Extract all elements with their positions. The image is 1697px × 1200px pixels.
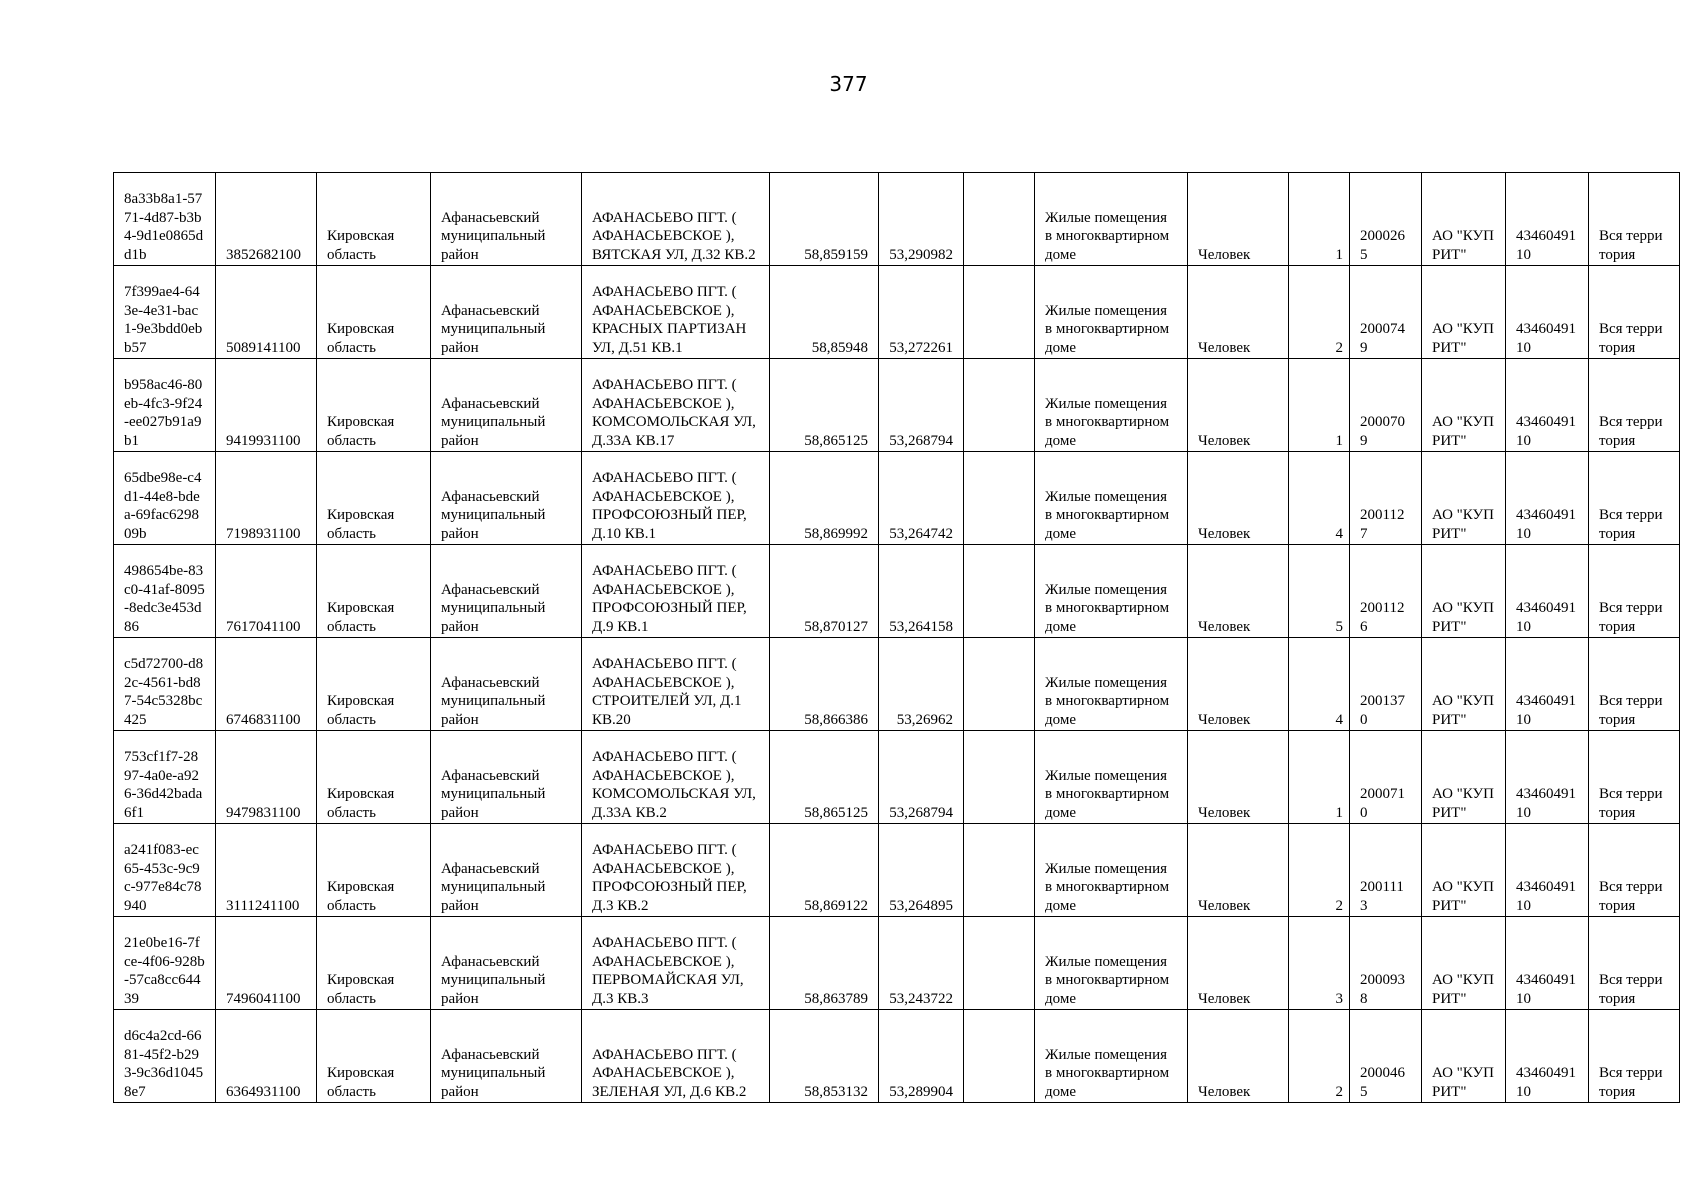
cell-organization: АО "КУПРИТ"	[1422, 917, 1506, 1010]
cell-number: 2001370	[1350, 638, 1422, 731]
cell-territory: Вся территория	[1589, 824, 1680, 917]
cell-code: 7198931100	[216, 452, 317, 545]
cell-code: 9419931100	[216, 359, 317, 452]
cell-organization: АО "КУПРИТ"	[1422, 638, 1506, 731]
cell-object-type: Жилые помещения в многоквартирном доме	[1035, 917, 1188, 1010]
table-row	[114, 824, 1680, 917]
cell-address: АФАНАСЬЕВО ПГТ. ( АФАНАСЬЕВСКОЕ ), ВЯТСКАЯ УЛ, Д.32 КВ.2	[582, 173, 770, 266]
cell-id: c5d72700-d82c-4561-bd87-54c5328bc425	[114, 638, 216, 731]
cell-region: Кировская область	[317, 638, 431, 731]
cell-organization: АО "КУПРИТ"	[1422, 1010, 1506, 1103]
cell-quantity: 2	[1289, 824, 1350, 917]
cell-inn: 4346049110	[1506, 173, 1589, 266]
cell-longitude: 53,243722	[879, 917, 964, 1010]
cell-quantity: 1	[1289, 173, 1350, 266]
cell-organization: АО "КУПРИТ"	[1422, 173, 1506, 266]
cell-district: Афанасьевский муниципальный район	[431, 452, 582, 545]
cell-code: 5089141100	[216, 266, 317, 359]
cell-district: Афанасьевский муниципальный район	[431, 731, 582, 824]
cell-empty	[964, 731, 1035, 824]
table-row	[114, 638, 1680, 731]
cell-unit: Человек	[1188, 1010, 1289, 1103]
cell-inn: 4346049110	[1506, 731, 1589, 824]
table-row	[114, 917, 1680, 1010]
cell-id: d6c4a2cd-6681-45f2-b293-9c36d10458e7	[114, 1010, 216, 1103]
page-number: 377	[829, 72, 868, 96]
cell-territory: Вся территория	[1589, 731, 1680, 824]
cell-address: АФАНАСЬЕВО ПГТ. ( АФАНАСЬЕВСКОЕ ), ЗЕЛЕНАЯ УЛ, Д.6 КВ.2	[582, 1010, 770, 1103]
cell-organization: АО "КУПРИТ"	[1422, 359, 1506, 452]
cell-number: 2000465	[1350, 1010, 1422, 1103]
cell-latitude: 58,869992	[770, 452, 879, 545]
table-row	[114, 452, 1680, 545]
cell-latitude: 58,869122	[770, 824, 879, 917]
cell-territory: Вся территория	[1589, 266, 1680, 359]
cell-district: Афанасьевский муниципальный район	[431, 1010, 582, 1103]
cell-district: Афанасьевский муниципальный район	[431, 173, 582, 266]
table-row	[114, 173, 1680, 266]
cell-empty	[964, 173, 1035, 266]
cell-code: 7617041100	[216, 545, 317, 638]
cell-unit: Человек	[1188, 173, 1289, 266]
cell-quantity: 5	[1289, 545, 1350, 638]
cell-object-type: Жилые помещения в многоквартирном доме	[1035, 359, 1188, 452]
cell-id: 753cf1f7-2897-4a0e-a926-36d42bada6f1	[114, 731, 216, 824]
cell-quantity: 4	[1289, 452, 1350, 545]
cell-object-type: Жилые помещения в многоквартирном доме	[1035, 173, 1188, 266]
cell-id: 21e0be16-7fce-4f06-928b-57ca8cc64439	[114, 917, 216, 1010]
cell-quantity: 2	[1289, 1010, 1350, 1103]
cell-code: 6746831100	[216, 638, 317, 731]
cell-region: Кировская область	[317, 1010, 431, 1103]
cell-address: АФАНАСЬЕВО ПГТ. ( АФАНАСЬЕВСКОЕ ), ПЕРВОМАЙСКАЯ УЛ, Д.3 КВ.3	[582, 917, 770, 1010]
cell-inn: 4346049110	[1506, 452, 1589, 545]
cell-district: Афанасьевский муниципальный район	[431, 638, 582, 731]
cell-territory: Вся территория	[1589, 359, 1680, 452]
cell-unit: Человек	[1188, 266, 1289, 359]
cell-organization: АО "КУПРИТ"	[1422, 824, 1506, 917]
cell-quantity: 2	[1289, 266, 1350, 359]
cell-quantity: 1	[1289, 731, 1350, 824]
cell-quantity: 3	[1289, 917, 1350, 1010]
cell-district: Афанасьевский муниципальный район	[431, 359, 582, 452]
cell-inn: 4346049110	[1506, 1010, 1589, 1103]
cell-object-type: Жилые помещения в многоквартирном доме	[1035, 1010, 1188, 1103]
cell-latitude: 58,85948	[770, 266, 879, 359]
table-row	[114, 545, 1680, 638]
cell-unit: Человек	[1188, 545, 1289, 638]
cell-id: a241f083-ec65-453c-9c9c-977e84c78940	[114, 824, 216, 917]
cell-longitude: 53,290982	[879, 173, 964, 266]
cell-district: Афанасьевский муниципальный район	[431, 824, 582, 917]
cell-address: АФАНАСЬЕВО ПГТ. ( АФАНАСЬЕВСКОЕ ), СТРОИТЕЛЕЙ УЛ, Д.1 КВ.20	[582, 638, 770, 731]
cell-number: 2001126	[1350, 545, 1422, 638]
cell-longitude: 53,289904	[879, 1010, 964, 1103]
cell-quantity: 4	[1289, 638, 1350, 731]
cell-id: 7f399ae4-643e-4e31-bac1-9e3bdd0ebb57	[114, 266, 216, 359]
cell-longitude: 53,268794	[879, 359, 964, 452]
cell-longitude: 53,26962	[879, 638, 964, 731]
table-row	[114, 359, 1680, 452]
cell-inn: 4346049110	[1506, 917, 1589, 1010]
cell-quantity: 1	[1289, 359, 1350, 452]
cell-unit: Человек	[1188, 824, 1289, 917]
cell-region: Кировская область	[317, 452, 431, 545]
cell-number: 2000709	[1350, 359, 1422, 452]
cell-inn: 4346049110	[1506, 638, 1589, 731]
cell-region: Кировская область	[317, 917, 431, 1010]
cell-territory: Вся территория	[1589, 1010, 1680, 1103]
cell-number: 2000710	[1350, 731, 1422, 824]
cell-longitude: 53,272261	[879, 266, 964, 359]
cell-code: 3111241100	[216, 824, 317, 917]
cell-address: АФАНАСЬЕВО ПГТ. ( АФАНАСЬЕВСКОЕ ), ПРОФСОЮЗНЫЙ ПЕР, Д.10 КВ.1	[582, 452, 770, 545]
cell-longitude: 53,264895	[879, 824, 964, 917]
cell-address: АФАНАСЬЕВО ПГТ. ( АФАНАСЬЕВСКОЕ ), КРАСНЫХ ПАРТИЗАН УЛ, Д.51 КВ.1	[582, 266, 770, 359]
cell-organization: АО "КУПРИТ"	[1422, 452, 1506, 545]
cell-object-type: Жилые помещения в многоквартирном доме	[1035, 452, 1188, 545]
cell-region: Кировская область	[317, 731, 431, 824]
cell-number: 2000749	[1350, 266, 1422, 359]
cell-territory: Вся территория	[1589, 638, 1680, 731]
table-row	[114, 1010, 1680, 1103]
cell-inn: 4346049110	[1506, 824, 1589, 917]
cell-code: 9479831100	[216, 731, 317, 824]
cell-longitude: 53,268794	[879, 731, 964, 824]
cell-id: 8a33b8a1-5771-4d87-b3b4-9d1e0865dd1b	[114, 173, 216, 266]
cell-empty	[964, 1010, 1035, 1103]
cell-object-type: Жилые помещения в многоквартирном доме	[1035, 731, 1188, 824]
cell-inn: 4346049110	[1506, 359, 1589, 452]
cell-id: 65dbe98e-c4d1-44e8-bdea-69fac629809b	[114, 452, 216, 545]
cell-district: Афанасьевский муниципальный район	[431, 545, 582, 638]
cell-latitude: 58,865125	[770, 359, 879, 452]
registry-body	[114, 173, 1680, 1103]
cell-address: АФАНАСЬЕВО ПГТ. ( АФАНАСЬЕВСКОЕ ), ПРОФСОЮЗНЫЙ ПЕР, Д.9 КВ.1	[582, 545, 770, 638]
cell-code: 7496041100	[216, 917, 317, 1010]
cell-region: Кировская область	[317, 824, 431, 917]
cell-region: Кировская область	[317, 173, 431, 266]
cell-latitude: 58,865125	[770, 731, 879, 824]
cell-code: 6364931100	[216, 1010, 317, 1103]
cell-empty	[964, 638, 1035, 731]
table-row	[114, 731, 1680, 824]
cell-unit: Человек	[1188, 359, 1289, 452]
cell-number: 2001127	[1350, 452, 1422, 545]
cell-territory: Вся территория	[1589, 173, 1680, 266]
registry-table	[113, 172, 1680, 1103]
cell-latitude: 58,870127	[770, 545, 879, 638]
cell-object-type: Жилые помещения в многоквартирном доме	[1035, 545, 1188, 638]
cell-latitude: 58,863789	[770, 917, 879, 1010]
cell-latitude: 58,866386	[770, 638, 879, 731]
cell-territory: Вся территория	[1589, 917, 1680, 1010]
cell-empty	[964, 917, 1035, 1010]
cell-organization: АО "КУПРИТ"	[1422, 545, 1506, 638]
cell-territory: Вся территория	[1589, 452, 1680, 545]
cell-unit: Человек	[1188, 731, 1289, 824]
cell-district: Афанасьевский муниципальный район	[431, 266, 582, 359]
cell-object-type: Жилые помещения в многоквартирном доме	[1035, 824, 1188, 917]
cell-organization: АО "КУПРИТ"	[1422, 731, 1506, 824]
cell-number: 2000265	[1350, 173, 1422, 266]
cell-object-type: Жилые помещения в многоквартирном доме	[1035, 638, 1188, 731]
cell-inn: 4346049110	[1506, 266, 1589, 359]
table-row	[114, 266, 1680, 359]
cell-address: АФАНАСЬЕВО ПГТ. ( АФАНАСЬЕВСКОЕ ), КОМСОМОЛЬСКАЯ УЛ, Д.33А КВ.2	[582, 731, 770, 824]
cell-object-type: Жилые помещения в многоквартирном доме	[1035, 266, 1188, 359]
cell-empty	[964, 266, 1035, 359]
cell-latitude: 58,853132	[770, 1010, 879, 1103]
cell-empty	[964, 452, 1035, 545]
cell-number: 2000938	[1350, 917, 1422, 1010]
cell-unit: Человек	[1188, 452, 1289, 545]
cell-region: Кировская область	[317, 359, 431, 452]
cell-id: b958ac46-80eb-4fc3-9f24-ee027b91a9b1	[114, 359, 216, 452]
cell-empty	[964, 824, 1035, 917]
cell-address: АФАНАСЬЕВО ПГТ. ( АФАНАСЬЕВСКОЕ ), КОМСОМОЛЬСКАЯ УЛ, Д.33А КВ.17	[582, 359, 770, 452]
cell-district: Афанасьевский муниципальный район	[431, 917, 582, 1010]
cell-inn: 4346049110	[1506, 545, 1589, 638]
cell-unit: Человек	[1188, 638, 1289, 731]
cell-empty	[964, 545, 1035, 638]
cell-empty	[964, 359, 1035, 452]
cell-code: 3852682100	[216, 173, 317, 266]
cell-region: Кировская область	[317, 266, 431, 359]
cell-latitude: 58,859159	[770, 173, 879, 266]
cell-longitude: 53,264742	[879, 452, 964, 545]
cell-longitude: 53,264158	[879, 545, 964, 638]
cell-id: 498654be-83c0-41af-8095-8edc3e453d86	[114, 545, 216, 638]
cell-unit: Человек	[1188, 917, 1289, 1010]
cell-number: 2001113	[1350, 824, 1422, 917]
cell-address: АФАНАСЬЕВО ПГТ. ( АФАНАСЬЕВСКОЕ ), ПРОФСОЮЗНЫЙ ПЕР, Д.3 КВ.2	[582, 824, 770, 917]
cell-organization: АО "КУПРИТ"	[1422, 266, 1506, 359]
cell-territory: Вся территория	[1589, 545, 1680, 638]
cell-region: Кировская область	[317, 545, 431, 638]
